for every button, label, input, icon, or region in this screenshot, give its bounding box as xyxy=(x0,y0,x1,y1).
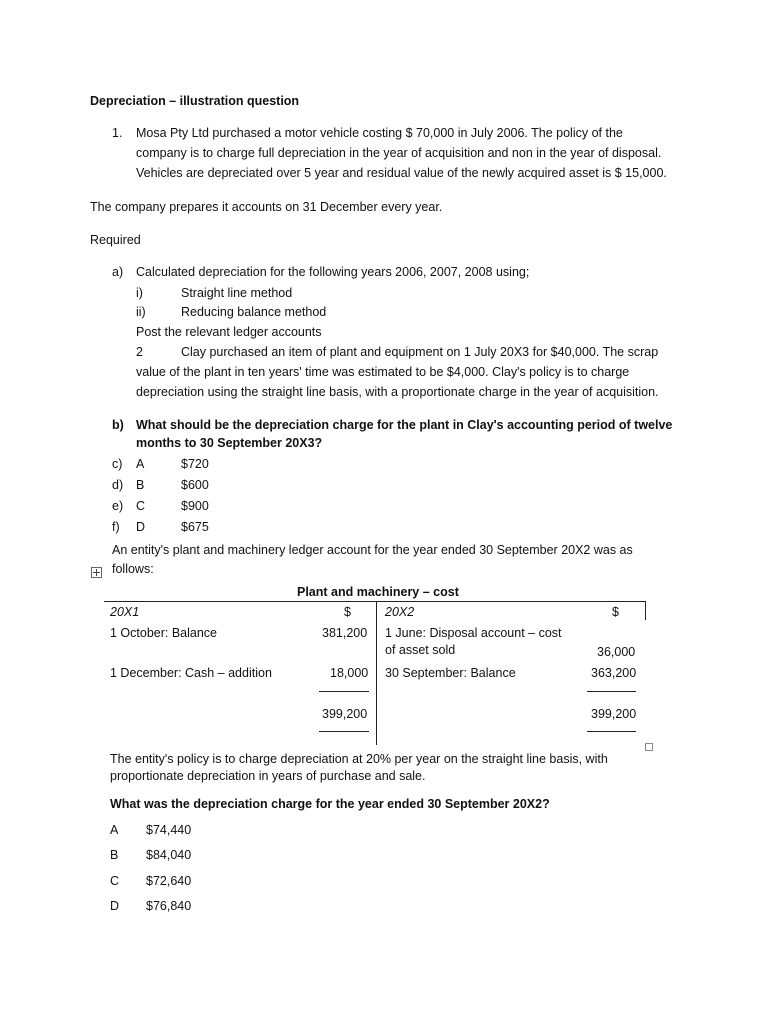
answer-value: $74,440 xyxy=(146,823,192,837)
ledger-left-subtotal-rule xyxy=(319,691,369,692)
option-label: e) xyxy=(112,499,124,513)
ledger-right-amount: 36,000 xyxy=(597,645,636,659)
part-a-label: a) xyxy=(112,265,124,279)
table-resize-handle-icon[interactable] xyxy=(645,743,653,751)
answer-letter: A xyxy=(110,823,119,837)
part-b-line-1: What should be the depreciation charge for the plant in Clay's accounting period of twelve xyxy=(136,418,673,432)
answer-value: $84,040 xyxy=(146,848,192,862)
ledger-right-desc: of asset sold xyxy=(385,643,456,657)
ledger-right-tick xyxy=(645,602,646,620)
answer-letter: B xyxy=(110,848,119,862)
option-letter: C xyxy=(136,499,146,513)
ledger-left-amount: 381,200 xyxy=(322,626,368,640)
ledger-intro-line-2: follows: xyxy=(112,562,154,576)
answer-value: $76,840 xyxy=(146,899,192,913)
q2-line-2: value of the plant in ten years' time was estimated to be $4,000. Clay's policy is to charge xyxy=(136,365,630,379)
ledger-right-desc: 1 June: Disposal account – cost xyxy=(385,626,562,640)
ledger-right-year: 20X2 xyxy=(385,605,415,619)
policy-line-2: proportionate depreciation in years of purchase and sale. xyxy=(110,769,426,783)
page-title: Depreciation – illustration question xyxy=(90,94,300,108)
q1-number: 1. xyxy=(112,126,123,140)
table-move-handle-icon[interactable] xyxy=(91,567,102,578)
part-b-line-2: months to 30 September 20X3? xyxy=(136,436,323,450)
q1-line-1: Mosa Pty Ltd purchased a motor vehicle costing $ 70,000 in July 2006. The policy of the xyxy=(136,126,623,140)
option-value: $675 xyxy=(181,520,209,534)
required-heading: Required xyxy=(90,233,141,247)
option-letter: B xyxy=(136,478,145,492)
option-value: $720 xyxy=(181,457,209,471)
q2-number: 2 xyxy=(136,345,143,359)
method-text: Straight line method xyxy=(181,286,293,300)
accounts-note: The company prepares it accounts on 31 December every year. xyxy=(90,200,443,214)
option-value: $600 xyxy=(181,478,209,492)
ledger-right-currency: $ xyxy=(612,605,619,619)
ledger-intro-line-1: An entity's plant and machinery ledger account for the year ended 30 September 20X2 was as xyxy=(112,543,633,557)
question-3: What was the depreciation charge for the year ended 30 September 20X2? xyxy=(110,797,550,811)
ledger-left-amount: 18,000 xyxy=(330,666,369,680)
method-num: ii) xyxy=(136,305,146,319)
option-label: f) xyxy=(112,520,120,534)
ledger-top-rule xyxy=(104,601,646,602)
option-value: $900 xyxy=(181,499,209,513)
method-text: Reducing balance method xyxy=(181,305,327,319)
option-label: c) xyxy=(112,457,123,471)
part-b-label: b) xyxy=(112,418,124,432)
option-letter: A xyxy=(136,457,145,471)
ledger-left-total: 399,200 xyxy=(322,707,368,721)
ledger-left-desc: 1 December: Cash – addition xyxy=(110,666,272,680)
answer-value: $72,640 xyxy=(146,874,192,888)
ledger-center-divider xyxy=(376,601,377,745)
option-letter: D xyxy=(136,520,146,534)
policy-line-1: The entity's policy is to charge depreciation at 20% per year on the straight line basis, with xyxy=(110,752,608,766)
ledger-left-currency: $ xyxy=(344,605,351,619)
option-label: d) xyxy=(112,478,124,492)
q1-line-2: company is to charge full depreciation in the year of acquisition and non in the year of disposal. xyxy=(136,146,662,160)
ledger-left-desc: 1 October: Balance xyxy=(110,626,218,640)
ledger-right-total-rule xyxy=(587,731,636,732)
q2-line-1: Clay purchased an item of plant and equipment on 1 July 20X3 for $40,000. The scrap xyxy=(181,345,659,359)
ledger-right-desc: 30 September: Balance xyxy=(385,666,516,680)
answer-letter: C xyxy=(110,874,120,888)
ledger-right-total: 399,200 xyxy=(591,707,637,721)
part-a-text: Calculated depreciation for the following years 2006, 2007, 2008 using; xyxy=(136,265,530,279)
ledger-left-total-rule xyxy=(319,731,369,732)
post-ledger-note: Post the relevant ledger accounts xyxy=(136,325,322,339)
ledger-left-year: 20X1 xyxy=(110,605,140,619)
ledger-title: Plant and machinery – cost xyxy=(297,585,459,599)
ledger-right-amount: 363,200 xyxy=(591,666,637,680)
method-num: i) xyxy=(136,286,143,300)
q2-line-3: depreciation using the straight line basis, with a proportionate charge in the year of acquisition. xyxy=(136,385,659,399)
answer-letter: D xyxy=(110,899,120,913)
q1-line-3: Vehicles are depreciated over 5 year and residual value of the newly acquired asset is $ 15,000. xyxy=(136,166,667,180)
ledger-right-subtotal-rule xyxy=(587,691,636,692)
